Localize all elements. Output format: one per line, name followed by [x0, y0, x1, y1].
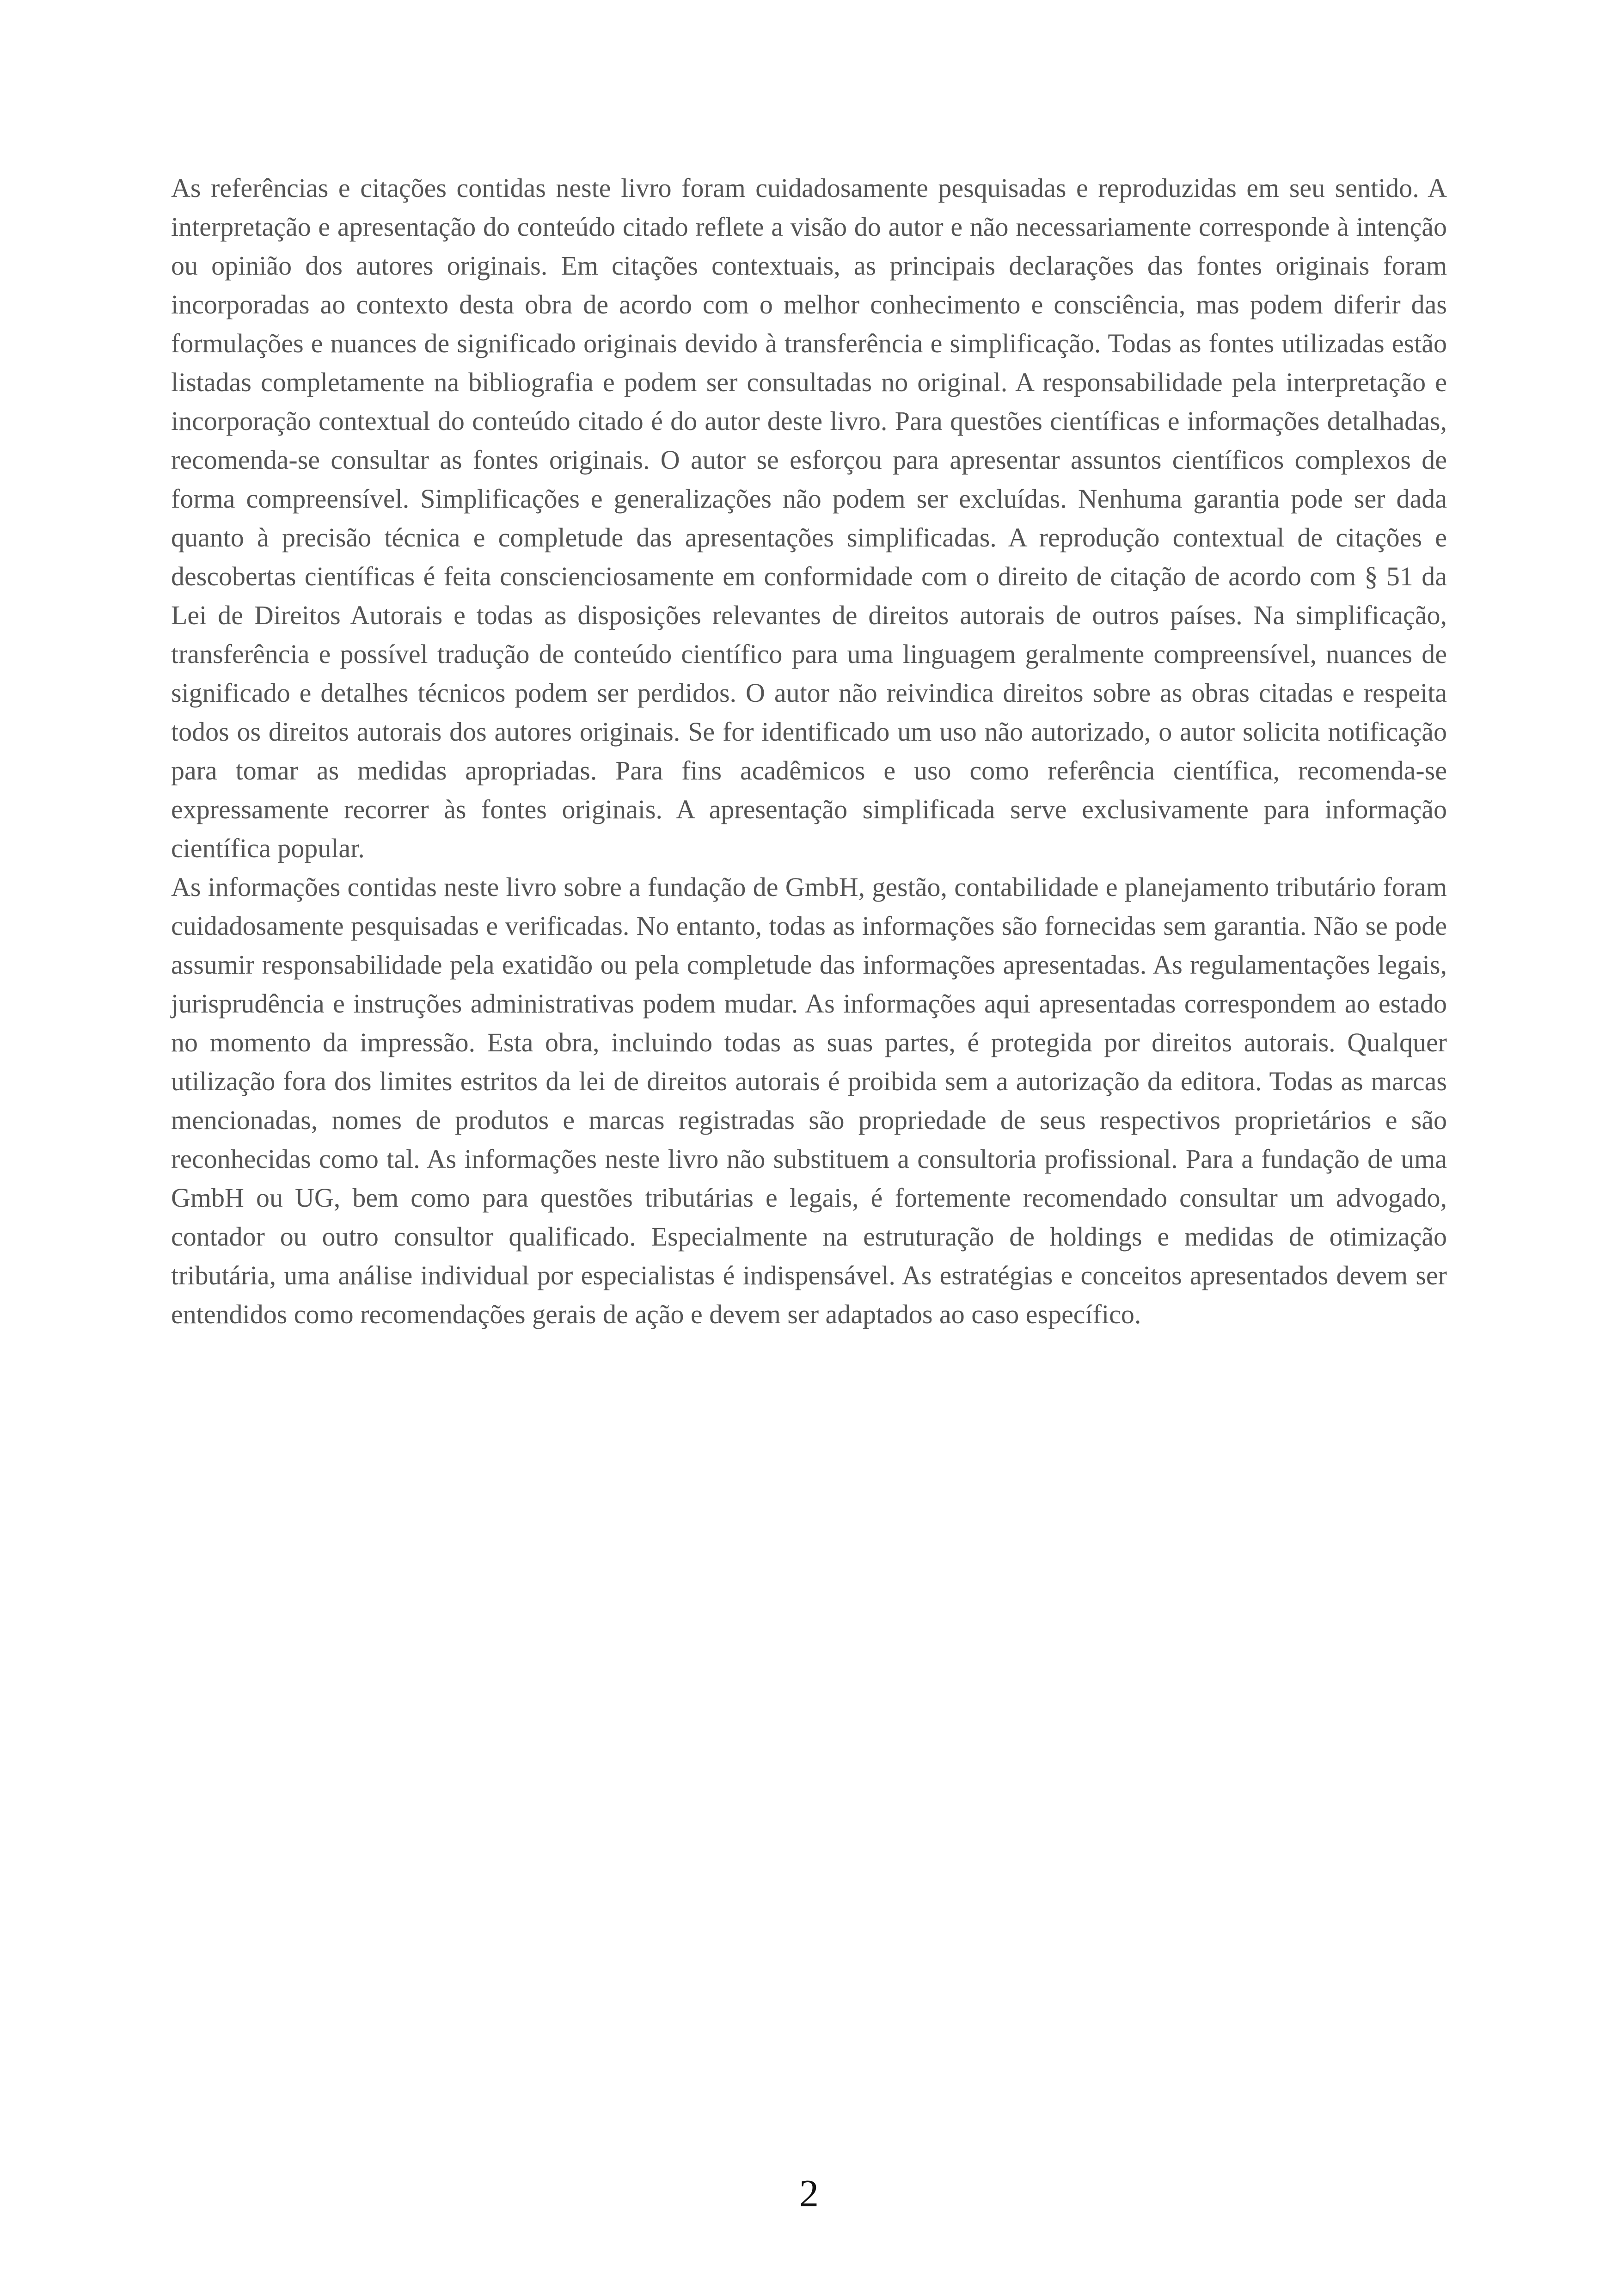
page-number: 2 — [799, 2172, 819, 2215]
paragraph-citations-disclaimer: As referências e citações contidas neste livro foram cuidadosamente pesquisadas e reproduzidas em seu sentido. A interpretação e apresentação do conteúdo citado reflete a visão do autor e não necessariamente corresponde à intenção ou opinião dos autores originais. Em citações contextuais, as principais declarações das fontes originais foram incorporadas ao contexto desta obra de acordo com o melhor conhecimento e consciência, mas podem diferir das formulações e nuances de significado originais devido à transferência e simplificação. Todas as fontes utilizadas estão listadas completamente na bibliografia e podem ser consultadas no original. A responsabilidade pela interpretação e incorporação contextual do conteúdo citado é do autor deste livro. Para questões científicas e informações detalhadas, recomenda-se consultar as fontes originais. O autor se esforçou para apresentar assuntos científicos complexos de forma compreensível. Simplificações e generalizações não podem ser excluídas. Nenhuma garantia pode ser dada quanto à precisão técnica e completude das apresentações simplificadas. A reprodução contextual de citações e descobertas científicas é feita conscienciosamente em conformidade com o direito de citação de acordo com § 51 da Lei de Direitos Autorais e todas as disposições relevantes de direitos autorais de outros países. Na simplificação, transferência e possível tradução de conteúdo científico para uma linguagem geralmente compreensível, nuances de significado e detalhes técnicos podem ser perdidos. O autor não reivindica direitos sobre as obras citadas e respeita todos os direitos autorais dos autores originais. Se for identificado um uso não autorizado, o autor solicita notificação para tomar as medidas apropriadas. Para fins acadêmicos e uso como referência científica, recomenda-se expressamente recorrer às fontes originais. A apresentação simplificada serve exclusivamente para informação científica popular. — [171, 173, 1447, 863]
body-text — [171, 169, 1447, 1334]
paragraph-legal-disclaimer: As informações contidas neste livro sobre a fundação de GmbH, gestão, contabilidade e planejamento tributário foram cuidadosamente pesquisadas e verificadas. No entanto, todas as informações são fornecidas sem garantia. Não se pode assumir responsabilidade pela exatidão ou pela completude das informações apresentadas. As regulamentações legais, jurisprudência e instruções administrativas podem mudar. As informações aqui apresentadas correspondem ao estado no momento da impressão. Esta obra, incluindo todas as suas partes, é protegida por direitos autorais. Qualquer utilização fora dos limites estritos da lei de direitos autorais é proibida sem a autorização da editora. Todas as marcas mencionadas, nomes de produtos e marcas registradas são propriedade de seus respectivos proprietários e são reconhecidas como tal. As informações neste livro não substituem a consultoria profissional. Para a fundação de uma GmbH ou UG, bem como para questões tributárias e legais, é fortemente recomendado consultar um advogado, contador ou outro consultor qualificado. Especialmente na estruturação de holdings e medidas de otimização tributária, uma análise individual por especialistas é indispensável. As estratégias e conceitos apresentados devem ser entendidos como recomendações gerais de ação e devem ser adaptados ao caso específico. — [171, 872, 1447, 1329]
